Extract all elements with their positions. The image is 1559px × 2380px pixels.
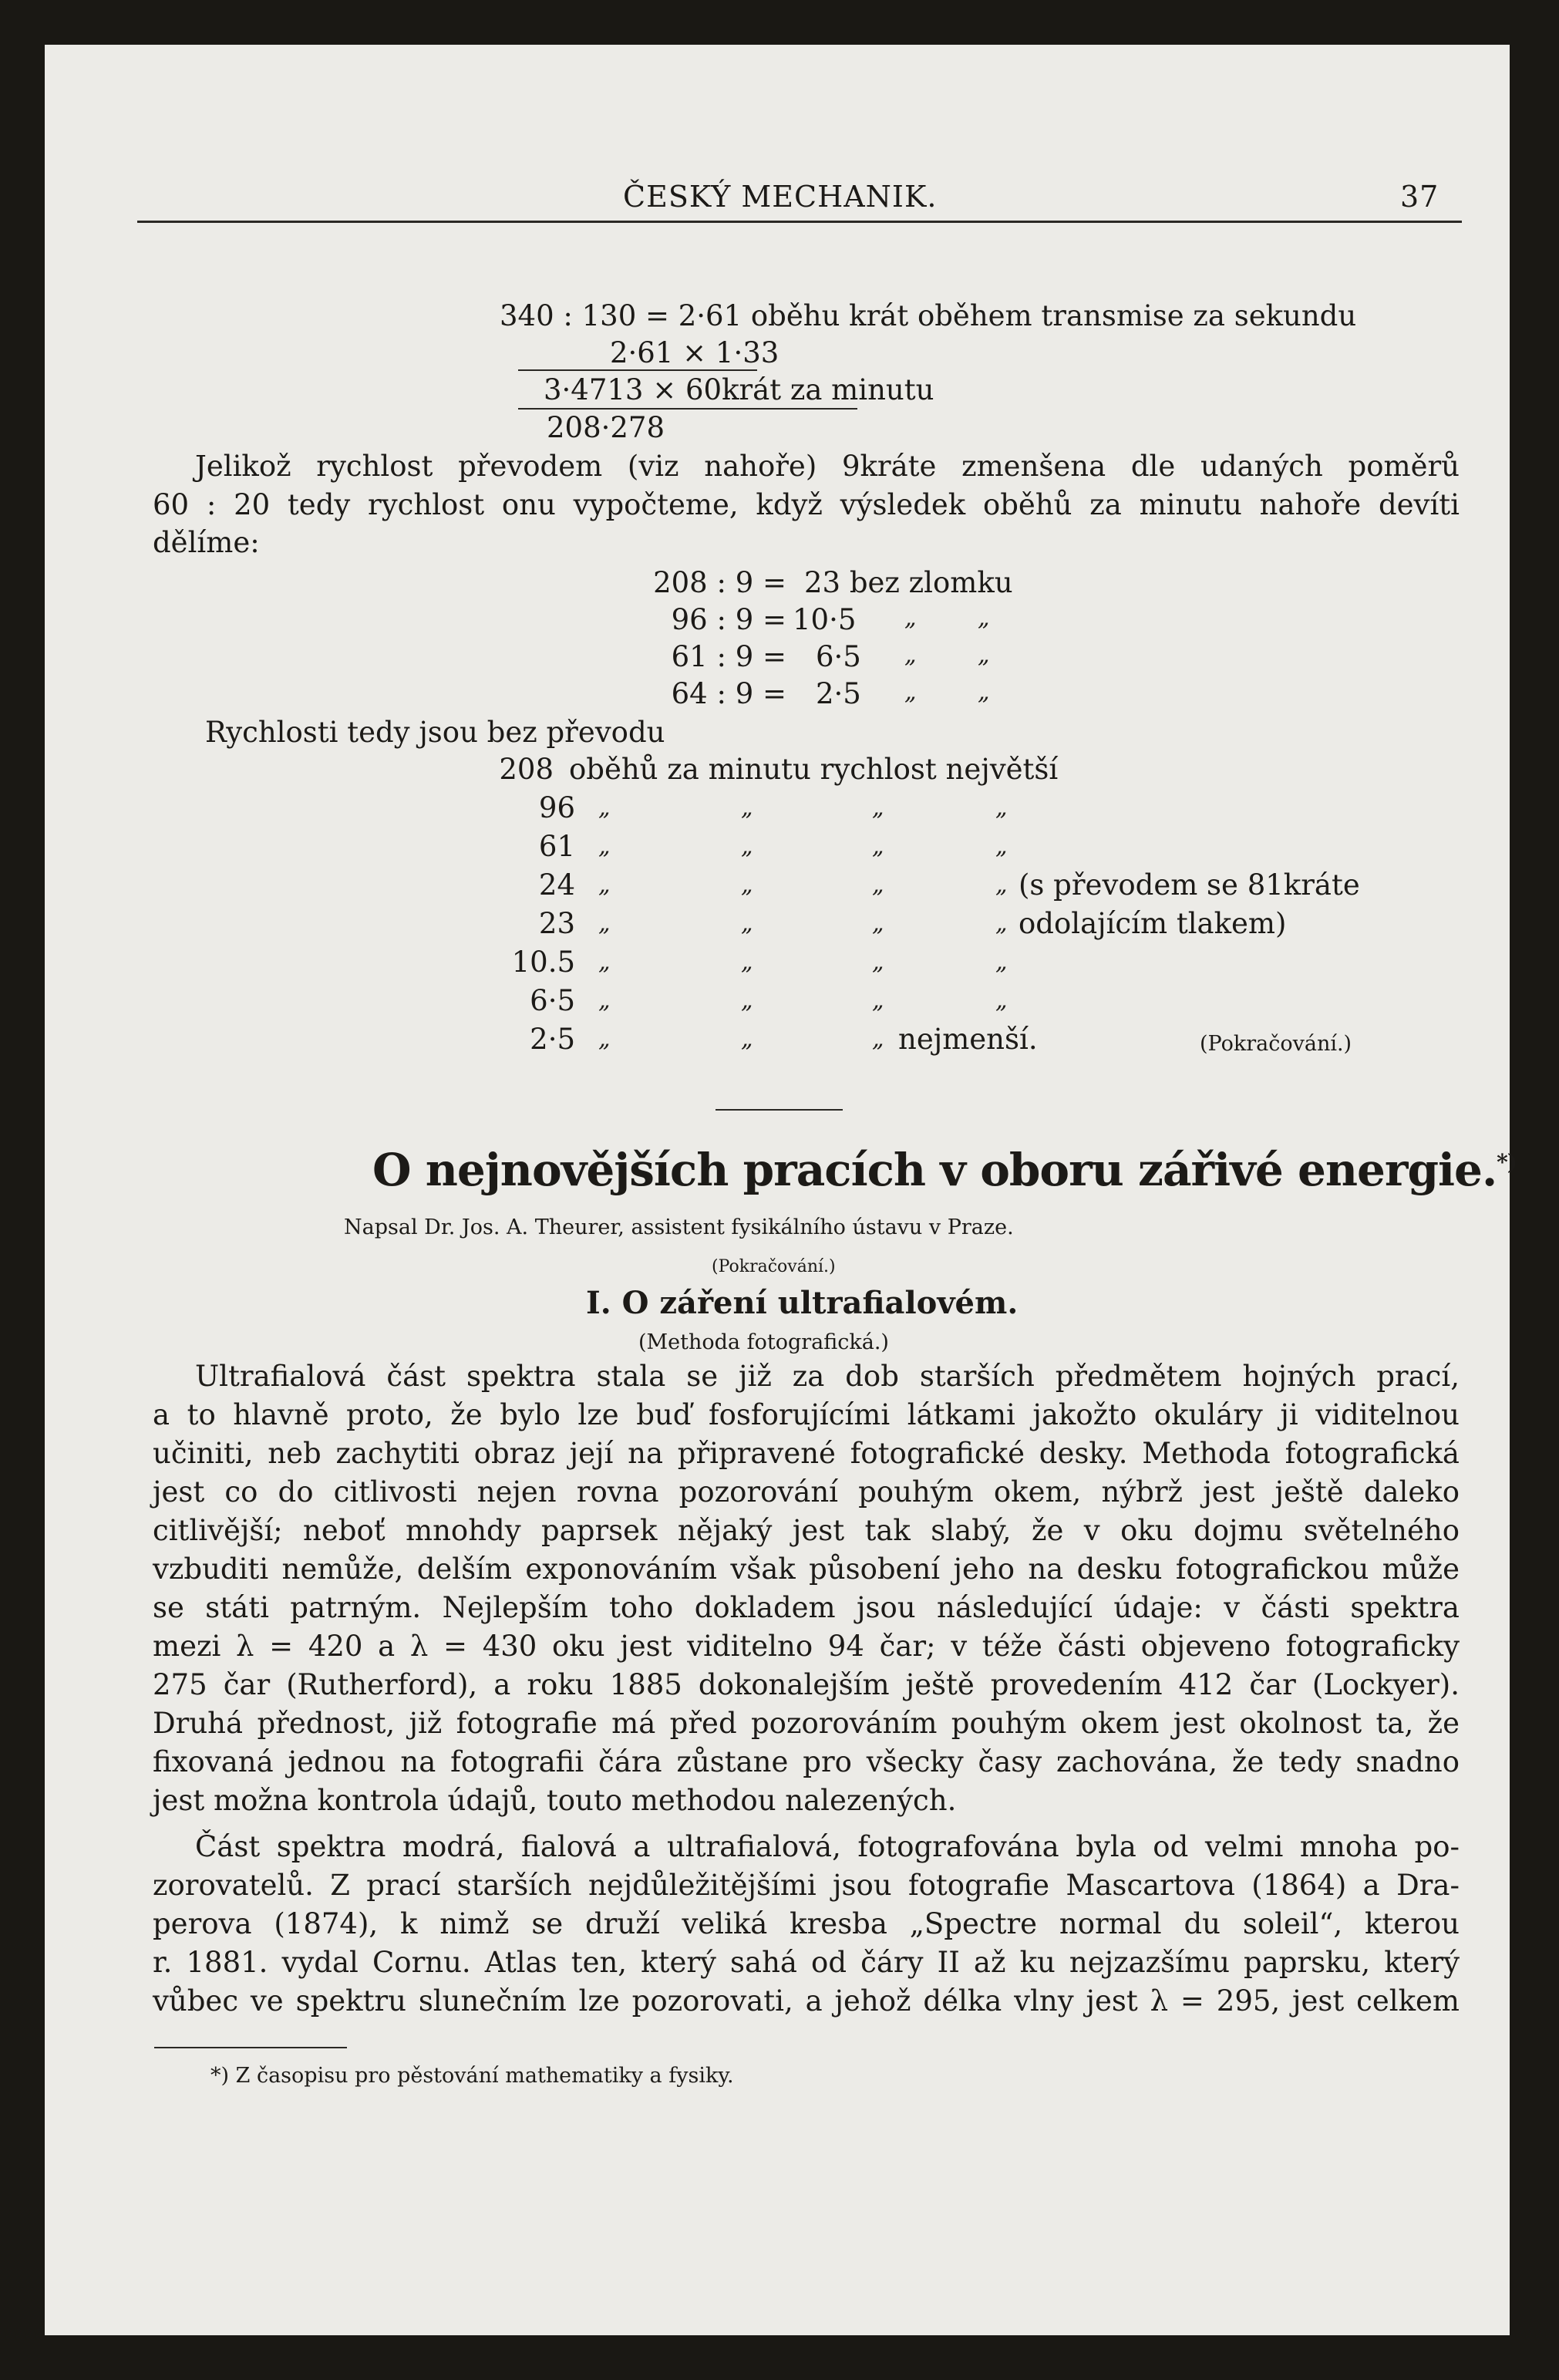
ditto-div-3a: „ [904, 642, 917, 669]
division-rhs-4: 2·5 [816, 677, 861, 710]
article-title [372, 1144, 1517, 1196]
speeds-note-1: (s převodem se 81kráte [1019, 868, 1360, 902]
ditto: „ [598, 987, 611, 1014]
ditto: „ [598, 871, 611, 898]
ditto: „ [741, 910, 753, 937]
speeds-intro: Rychlosti tedy jsou bez převodu [205, 716, 665, 749]
ditto: „ [995, 987, 1008, 1014]
para1-line-6: vzbuditi nemůže, delším exponováním však působení jeho na desku fotografickou může [153, 1552, 1460, 1586]
article-author: Napsal Dr. Jos. A. Theurer, assistent fysikálního ústavu v Praze. [344, 1215, 1014, 1239]
continued-right: (Pokračování.) [1200, 1032, 1352, 1056]
speed-value-3: 24 [538, 868, 575, 902]
article-continued: (Pokračování.) [712, 1257, 836, 1276]
scanned-page [45, 45, 1517, 2335]
para1-line-9: 275 čar (Rutherford), a roku 1885 dokonalejším ještě provedením 412 čar (Lockyer). [153, 1668, 1460, 1701]
ditto: „ [995, 871, 1008, 898]
ditto: „ [872, 833, 884, 860]
para2-line-3: perova (1874), k nimž se druží veliká kresba „Spectre normal du soleil“, kterou [153, 1907, 1460, 1940]
running-title: ČESKÝ MECHANIK. [623, 180, 938, 214]
calc-line-2: 2·61 × 1·33 [610, 336, 780, 369]
ditto: „ [872, 910, 884, 937]
ditto: „ [741, 871, 753, 898]
division-rhs-1: 23 bez zlomku [804, 566, 1013, 599]
para1-line-12: jest možna kontrola údajů, touto methodou nalezených. [153, 1784, 957, 1817]
ditto: „ [598, 949, 611, 976]
para1-line-2: a to hlavně proto, že bylo lze buď fosforujícími látkami jakožto okuláry ji viditelnou [153, 1398, 1460, 1431]
page-number: 37 [1400, 180, 1439, 214]
division-lhs-4: 64 : 9 = [671, 677, 786, 710]
speed-value-7: 2·5 [530, 1023, 575, 1056]
ditto: „ [598, 1026, 611, 1053]
ditto-div-4b: „ [978, 679, 990, 706]
section-separator [716, 1109, 843, 1111]
para1-line-8: mezi λ = 420 a λ = 430 oku jest viditelno 94 čar; v téže části objeveno fotograficky [153, 1630, 1460, 1663]
division-rhs-2: 10·5 [793, 603, 857, 636]
ditto-div-4a: „ [904, 679, 917, 706]
para2-line-5: vůbec ve spektru slunečním lze pozorovati, a jehož délka vlny jest λ = 295, jest celkem [153, 1984, 1460, 2018]
section-title: I. O záření ultrafialovém. [586, 1285, 1019, 1321]
ditto: „ [741, 833, 753, 860]
intro-line-1: Jelikož rychlost převodem (viz nahoře) 9kráte zmenšena dle udaných poměrů [195, 450, 1460, 483]
ditto: „ [598, 794, 611, 821]
division-lhs-2: 96 : 9 = [671, 603, 786, 636]
ditto: „ [995, 949, 1008, 976]
ditto: „ [872, 794, 884, 821]
para1-line-7: se státi patrným. Nejlepším toho dokladem jsou následující údaje: v části spektra [153, 1591, 1460, 1624]
ditto-div-2a: „ [904, 605, 917, 632]
ditto: „ [598, 910, 611, 937]
division-lhs-1: 208 : 9 = [653, 566, 786, 599]
footnote-rule [154, 2047, 347, 2048]
intro-line-2: 60 : 20 tedy rychlost onu vypočteme, když výsledek oběhů za minutu nahoře devíti [153, 488, 1460, 521]
speed-value-1: 96 [538, 791, 575, 824]
para1-line-10: Druhá přednost, již fotografie má před pozorováním pouhým okem jest okolnost ta, že [153, 1707, 1460, 1740]
ditto-div-3b: „ [978, 642, 990, 669]
speeds-last-word: nejmenší. [898, 1023, 1038, 1056]
ditto: „ [741, 949, 753, 976]
calc-rule-2 [518, 408, 857, 410]
speed-value-5: 10.5 [511, 946, 575, 979]
ditto: „ [995, 794, 1008, 821]
calc-rule-1 [518, 369, 757, 371]
footnote: *) Z časopisu pro pěstování mathematiky a fysiky. [210, 2064, 734, 2088]
speed-first-text: oběhů za minutu rychlost největší [569, 753, 1059, 786]
para1-line-1: Ultrafialová část spektra stala se již za dob starších předmětem hojných prací, [195, 1360, 1460, 1393]
header-rule [137, 221, 1462, 223]
ditto-div-2b: „ [978, 605, 990, 632]
calc-line-4: 208·278 [547, 411, 665, 444]
para2-line-2: zorovatelů. Z prací starších nejdůležitějšími jsou fotografie Mascartova (1864) a Dra- [153, 1869, 1460, 1902]
title-footnote-mark: *) [1497, 1149, 1517, 1175]
division-lhs-3: 61 : 9 = [671, 640, 786, 673]
calc-line-3: 3·4713 × 60krát za minutu [544, 373, 934, 406]
ditto: „ [741, 1026, 753, 1053]
ditto: „ [995, 833, 1008, 860]
ditto: „ [741, 794, 753, 821]
section-subtitle: (Methoda fotografická.) [638, 1330, 889, 1354]
ditto: „ [995, 910, 1008, 937]
article-title-text: O nejnovějších pracích v oboru zářivé energie. [372, 1144, 1497, 1196]
para2-line-1: Část spektra modrá, fialová a ultrafialová, fotografována byla od velmi mnoha po- [195, 1830, 1460, 1863]
ditto: „ [872, 871, 884, 898]
intro-line-3: dělíme: [153, 526, 260, 559]
division-rhs-3: 6·5 [816, 640, 861, 673]
calc-line-1: 340 : 130 = 2·61 oběhu krát oběhem transmise za sekundu [500, 299, 1357, 332]
ditto: „ [872, 987, 884, 1014]
ditto: „ [872, 1026, 884, 1053]
para1-line-11: fixovaná jednou na fotografii čára zůstane pro všecky časy zachována, že tedy snadno [153, 1745, 1460, 1778]
speed-value-4: 23 [538, 907, 575, 940]
ditto: „ [741, 987, 753, 1014]
para2-line-4: r. 1881. vydal Cornu. Atlas ten, který sahá od čáry II až ku nejzazšímu paprsku, který [153, 1946, 1460, 1979]
speeds-note-2: odolajícím tlakem) [1019, 907, 1287, 940]
para1-line-3: učiniti, neb zachytiti obraz její na připravené fotografické desky. Methoda fotografická [153, 1437, 1460, 1470]
speed-value-2: 61 [538, 830, 575, 863]
ditto: „ [598, 833, 611, 860]
para1-line-4: jest co do citlivosti nejen rovna pozorování pouhým okem, nýbrž jest ještě daleko [153, 1475, 1460, 1509]
ditto: „ [872, 949, 884, 976]
para1-line-5: citlivější; neboť mnohdy paprsek nějaký jest tak slabý, že v oku dojmu světelného [153, 1514, 1460, 1547]
speed-value-0: 208 [499, 753, 554, 786]
speed-value-6: 6·5 [530, 984, 575, 1017]
